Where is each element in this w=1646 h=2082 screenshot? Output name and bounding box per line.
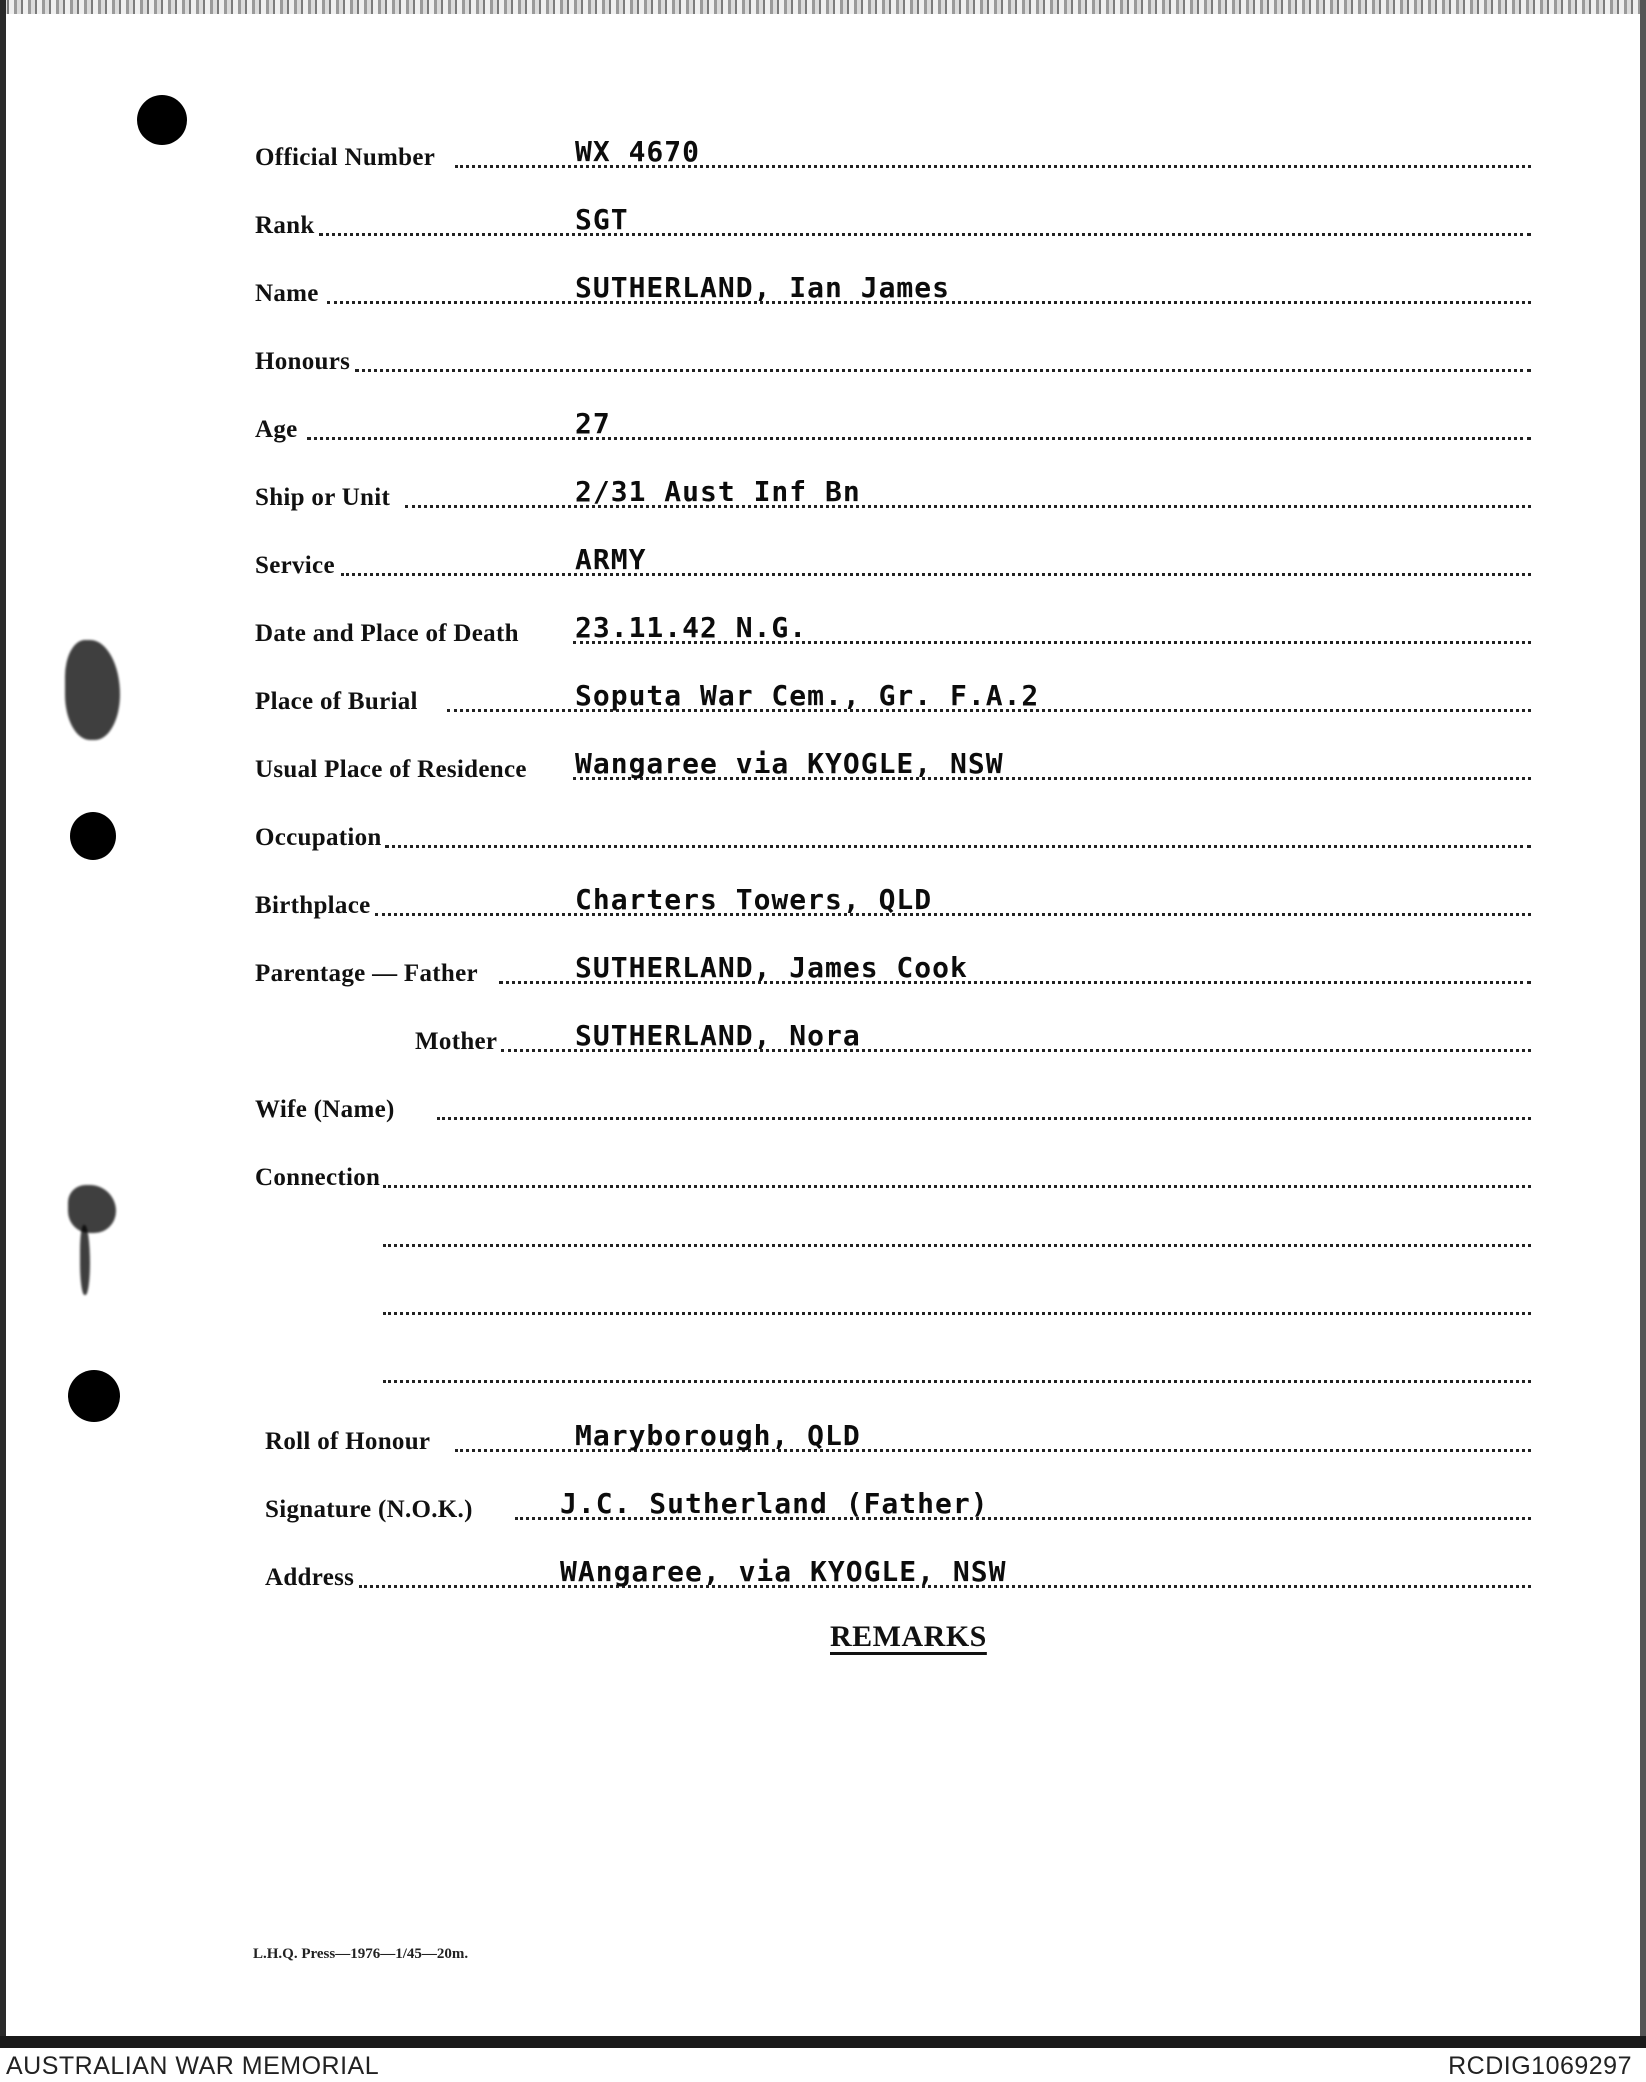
punch-hole	[70, 812, 116, 860]
field-value: 27	[575, 407, 611, 440]
dotted-line	[319, 233, 1531, 236]
field-label: Place of Burial	[255, 688, 418, 715]
printer-imprint: L.H.Q. Press—1976—1/45—20m.	[253, 1946, 469, 1962]
field-value: 23.11.42 N.G.	[575, 611, 808, 644]
binding-mark	[80, 1225, 90, 1295]
dotted-line	[375, 913, 1531, 916]
field-value: J.C. Sutherland (Father)	[560, 1487, 989, 1520]
field-value: Maryborough, QLD	[575, 1419, 861, 1452]
field-label: Signature (N.O.K.)	[265, 1496, 473, 1523]
dotted-line	[405, 505, 1531, 508]
field-value: Charters Towers, QLD	[575, 883, 933, 916]
field-wife-name	[255, 1090, 1531, 1130]
field-label: Usual Place of Residence	[255, 756, 527, 783]
archive-name: AUSTRALIAN WAR MEMORIAL	[6, 2052, 380, 2080]
field-connection	[255, 1158, 1531, 1198]
field-label: Honours	[255, 348, 351, 375]
field-value: SUTHERLAND, James Cook	[575, 951, 968, 984]
field-parentage-mother	[255, 1019, 1531, 1062]
field-label: Rank	[255, 212, 315, 239]
field-birthplace	[255, 883, 1531, 926]
binding-mark	[65, 640, 120, 740]
field-value: SUTHERLAND, Nora	[575, 1019, 861, 1052]
field-value: WAngaree, via KYOGLE, NSW	[560, 1555, 1007, 1588]
blank-dotted-line	[383, 1244, 1531, 1247]
remarks-heading: REMARKS	[830, 1620, 987, 1653]
binding-mark	[68, 1185, 116, 1233]
field-label: Service	[255, 552, 335, 579]
field-label: Mother	[415, 1028, 498, 1055]
dotted-line	[385, 845, 1531, 848]
field-value: 2/31 Aust Inf Bn	[575, 475, 861, 508]
dotted-line	[383, 1185, 1531, 1188]
field-ship-or-unit	[255, 475, 1531, 518]
punch-hole	[68, 1370, 120, 1422]
dotted-line	[307, 437, 1531, 440]
field-service	[255, 543, 1531, 586]
field-value: WX 4670	[575, 135, 701, 168]
field-rank	[255, 203, 1531, 246]
field-roll-of-honour	[255, 1419, 1531, 1462]
punch-hole	[137, 95, 187, 145]
field-label: Name	[255, 280, 319, 307]
field-value: Soputa War Cem., Gr. F.A.2	[575, 679, 1040, 712]
field-label: Birthplace	[255, 892, 371, 919]
blank-dotted-line	[383, 1380, 1531, 1383]
field-place-of-burial	[255, 679, 1531, 722]
field-value: SGT	[575, 203, 629, 236]
field-official-number	[255, 135, 1531, 178]
field-label: Occupation	[255, 824, 382, 851]
dotted-line	[437, 1117, 1531, 1120]
field-name	[255, 271, 1531, 314]
field-label: Age	[255, 416, 298, 443]
field-value: SUTHERLAND, Ian James	[575, 271, 951, 304]
scan-right-edge	[1640, 0, 1646, 2045]
scan-bottom-edge	[0, 2036, 1646, 2048]
field-label: Parentage — Father	[255, 960, 478, 987]
field-address	[255, 1555, 1531, 1598]
field-label: Roll of Honour	[265, 1428, 431, 1455]
field-age	[255, 407, 1531, 450]
field-signature-nok	[255, 1487, 1531, 1530]
blank-dotted-line	[383, 1312, 1531, 1315]
field-label: Wife (Name)	[255, 1096, 395, 1123]
dotted-line	[355, 369, 1531, 372]
field-honours	[255, 342, 1531, 382]
field-label: Connection	[255, 1164, 381, 1191]
record-id: RCDIG1069297	[1448, 2052, 1632, 2080]
field-date-place-death	[255, 611, 1531, 654]
field-label: Ship or Unit	[255, 484, 391, 511]
field-occupation	[255, 818, 1531, 858]
field-value: Wangaree via KYOGLE, NSW	[575, 747, 1004, 780]
field-value: ARMY	[575, 543, 647, 576]
field-label: Address	[265, 1564, 355, 1591]
field-parentage-father	[255, 951, 1531, 994]
scan-left-edge	[0, 0, 6, 2045]
field-usual-residence	[255, 747, 1531, 790]
field-label: Official Number	[255, 144, 436, 171]
scan-top-edge	[0, 0, 1646, 14]
dotted-line	[341, 573, 1531, 576]
field-label: Date and Place of Death	[255, 620, 519, 647]
